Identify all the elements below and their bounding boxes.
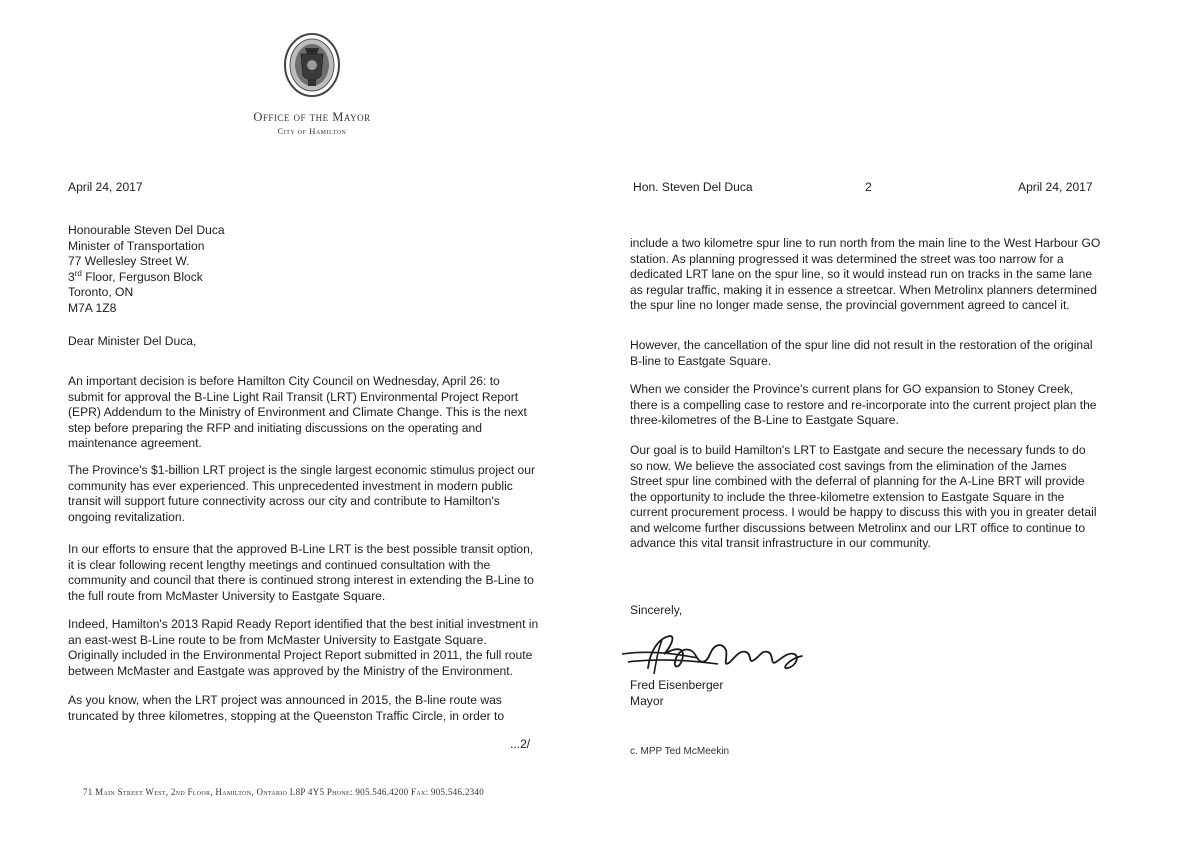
paragraph-3 <box>68 542 534 604</box>
paragraph-line: an east-west B-Line route to be from McMaster University to Eastgate Square. <box>68 632 487 647</box>
paragraph-line: Our goal is to build Hamilton's LRT to Eastgate and secure the necessary funds to do <box>630 443 1086 457</box>
paragraph-line: three-kilometres of the B-Line to Eastgate Square. <box>630 413 899 427</box>
paragraph-line: community has ever experienced. This unprecedented investment in modern public <box>68 478 513 493</box>
paragraph-9 <box>630 443 1097 552</box>
office-title: Office of the Mayor <box>253 110 371 124</box>
paragraph-line: Originally included in the Environmental Project Report submitted in 2011, the full route <box>68 648 533 662</box>
continued-marker: ...2/ <box>510 737 531 751</box>
city-seal-icon <box>283 32 341 98</box>
paragraph-line: In our efforts to ensure that the approved B-Line LRT is the best possible transit option, <box>68 542 534 556</box>
paragraph-1 <box>68 374 527 452</box>
recipient-postal: M7A 1Z8 <box>68 300 117 315</box>
paragraph-line: transit will support future connectivity across our city and contribute to Hamilton's <box>68 494 500 508</box>
paragraph-line: community and council that there is continued strong interest in extending the B-Line to <box>68 573 534 587</box>
page-header-name: Hon. Steven Del Duca <box>633 180 753 194</box>
paragraph-line: as regular traffic, making it in essence a streetcar. When Metrolinx planners determined <box>630 282 1097 297</box>
floor-number: 3 <box>68 269 75 284</box>
signature <box>618 628 814 680</box>
closing: Sincerely, <box>630 603 683 617</box>
salutation: Dear Minister Del Duca, <box>68 334 197 348</box>
paragraph-line: B-line to Eastgate Square. <box>630 353 772 368</box>
paragraph-line: the spur line no longer made sense, the provincial government agreed to cancel it. <box>630 298 1070 312</box>
paragraph-line: Street spur line combined with the deferral of planning for the A-Line BRT will provide <box>630 474 1085 488</box>
recipient-address <box>68 223 225 316</box>
paragraph-line: it is clear following recent lengthy meetings and continued consultation with the <box>68 557 491 572</box>
recipient-city: Toronto, ON <box>68 285 134 299</box>
letter-page-2 <box>600 0 1200 853</box>
city-name: City of Hamilton <box>277 126 347 136</box>
paragraph-line: When we consider the Province's current plans for GO expansion to Stoney Creek, <box>630 382 1074 396</box>
paragraph-line: include a two kilometre spur line to run north from the main line to the West Harbour GO <box>630 236 1101 250</box>
paragraph-line: advance this vital transit infrastructure in our community. <box>630 536 931 550</box>
paragraph-line: dedicated LRT lane on the spur line, so it would instead run on tracks in the same lane <box>630 267 1093 281</box>
paragraph-line: maintenance agreement. <box>68 436 202 450</box>
recipient-title: Minister of Transportation <box>68 238 205 253</box>
letterhead-footer: 71 Main Street West, 2nd Floor, Hamilton, Ontario L8P 4Y5 Phone: 905.546.4200 Fax: 905.546.2340 <box>83 787 485 797</box>
cc-line: c. MPP Ted McMeekin <box>630 746 730 757</box>
signer-title: Mayor <box>630 694 664 708</box>
paragraph-line: there is a compelling case to restore and re-incorporate into the current project plan the <box>630 397 1097 412</box>
paragraph-line: the full route from McMaster University to Eastgate Square. <box>68 588 386 603</box>
paragraph-line: between McMaster and Eastgate was approved by the Ministry of the Environment. <box>68 663 514 678</box>
paragraph-line: station. As planning progressed it was determined the street was too narrow for a <box>630 251 1064 266</box>
paragraph-line: An important decision is before Hamilton City Council on Wednesday, April 26: to <box>68 374 500 388</box>
signer-name: Fred Eisenberger <box>630 678 724 692</box>
paragraph-8 <box>630 382 1097 429</box>
paragraph-line: submit for approval the B-Line Light Rail Transit (LRT) Environmental Project Report <box>68 389 519 404</box>
paragraph-line: However, the cancellation of the spur line did not result in the restoration of the original <box>630 338 1093 352</box>
paragraph-line: current procurement process. I would be happy to discuss this with you in greater detail <box>630 505 1097 519</box>
paragraph-line: the opportunity to include the three-kilometre extension to Eastgate Square in the <box>630 489 1065 504</box>
paragraph-line: Indeed, Hamilton's 2013 Rapid Ready Report identified that the best initial investment in <box>68 617 539 631</box>
paragraph-5 <box>68 693 504 724</box>
paragraph-line: (EPR) Addendum to the Ministry of Environment and Climate Change. This is the next <box>68 405 527 419</box>
paragraph-line: ongoing revitalization. <box>68 509 185 524</box>
paragraph-line: As you know, when the LRT project was announced in 2015, the B-line route was <box>68 693 502 707</box>
paragraph-line: The Province's $1-billion LRT project is the single largest economic stimulus project our <box>68 463 536 477</box>
page-header-date: April 24, 2017 <box>1018 180 1093 194</box>
paragraph-4 <box>68 617 538 679</box>
floor-suffix: rd <box>74 268 82 278</box>
page-number: 2 <box>865 180 872 194</box>
paragraph-line: and welcome further discussions between Metrolinx and our LRT office to continue to <box>630 520 1086 535</box>
paragraph-line: truncated by three kilometres, stopping at the Queenston Traffic Circle, in order to <box>68 708 505 723</box>
recipient-floor <box>68 270 225 286</box>
paragraph-line: step before preparing the RFP and initiating discussions on the operating and <box>68 420 482 435</box>
recipient-street: 77 Wellesley Street W. <box>68 254 190 268</box>
paragraph-6 <box>630 236 1100 314</box>
paragraph-2 <box>68 463 535 525</box>
floor-rest: Floor, Ferguson Block <box>81 269 203 284</box>
paragraph-7 <box>630 338 1093 369</box>
recipient-name: Honourable Steven Del Duca <box>68 223 225 237</box>
letter-date: April 24, 2017 <box>68 180 143 194</box>
paragraph-line: so now. We believe the associated cost savings from the elimination of the James <box>630 458 1067 473</box>
